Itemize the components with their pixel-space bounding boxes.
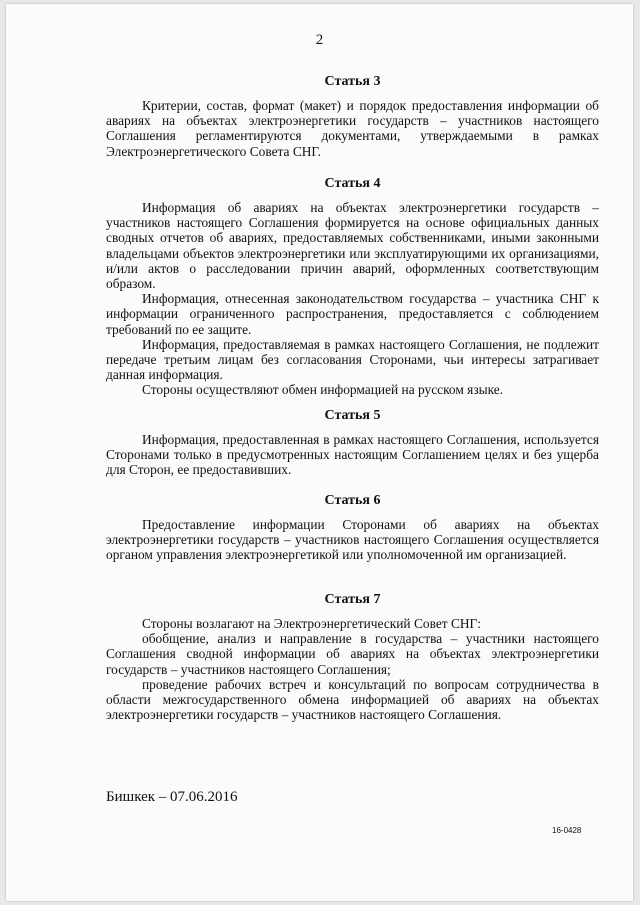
article-3 xyxy=(106,74,599,159)
document-code: 16-0428 xyxy=(552,826,582,835)
article-paragraph: проведение рабочих встреч и консультаций по вопросам сотрудничества в области межгосударственного обмена информацией об авариях на объектах электроэнергетики государств – участников настоящего Соглашения. xyxy=(106,676,599,723)
article-title: Статья 6 xyxy=(324,493,381,508)
article-6 xyxy=(106,493,599,563)
page-number: 2 xyxy=(315,32,324,48)
article-5 xyxy=(106,408,599,478)
article-paragraph: Стороны возлагают на Электроэнергетический Совет СНГ: xyxy=(142,616,482,631)
document-page xyxy=(6,4,633,901)
article-7 xyxy=(106,592,599,722)
article-4 xyxy=(106,176,599,398)
article-title: Статья 7 xyxy=(324,592,381,607)
article-paragraph: Предоставление информации Сторонами об авариях на объектах электроэнергетики государств – участников настоящего Соглашения осуществляется органом управления электроэнергетикой или уполномоченной им организацией. xyxy=(106,517,599,563)
article-paragraph: Информация об авариях на объектах электроэнергетики государств – участников настоящего Соглашения формируется на основе официальных данных сводных отчетов об авариях, предоставляемых собственниками, иными законными владельцами объектов электроэнергетики или эксплуатирующими их организациями, и/или актов о расследовании причин аварий, оформленных соответствующим образом. xyxy=(106,200,599,292)
article-title: Статья 3 xyxy=(324,74,381,89)
article-paragraph: Стороны осуществляют обмен информацией на русском языке. xyxy=(142,382,504,398)
article-paragraph: Информация, предоставленная в рамках настоящего Соглашения, используется Сторонами только в предусмотренных настоящим Соглашением целях и без ущерба для Сторон, ее предоставивших. xyxy=(106,432,599,478)
article-title: Статья 4 xyxy=(324,176,381,191)
article-paragraph: обобщение, анализ и направление в государства – участники настоящего Соглашения сводной информации об авариях на объектах электроэнергетики государств – участников настоящего Соглашения; xyxy=(106,631,599,677)
place-and-date: Бишкек – 07.06.2016 xyxy=(106,789,238,805)
article-paragraph: Информация, отнесенная законодательством государства – участника СНГ к информации ограниченного распространения, предоставляется с соблюдением требований по ее защите. xyxy=(106,291,599,337)
article-title: Статья 5 xyxy=(324,408,381,423)
article-paragraph: Критерии, состав, формат (макет) и порядок предоставления информации об авариях на объектах электроэнергетики государств – участников настоящего Соглашения регламентируются документами, утверждаемыми в рамках Электроэнергетического Совета СНГ. xyxy=(106,98,599,159)
article-paragraph: Информация, предоставляемая в рамках настоящего Соглашения, не подлежит передаче третьим лицам без согласования Сторонами, чьи интересы затрагивает данная информация. xyxy=(106,336,599,383)
